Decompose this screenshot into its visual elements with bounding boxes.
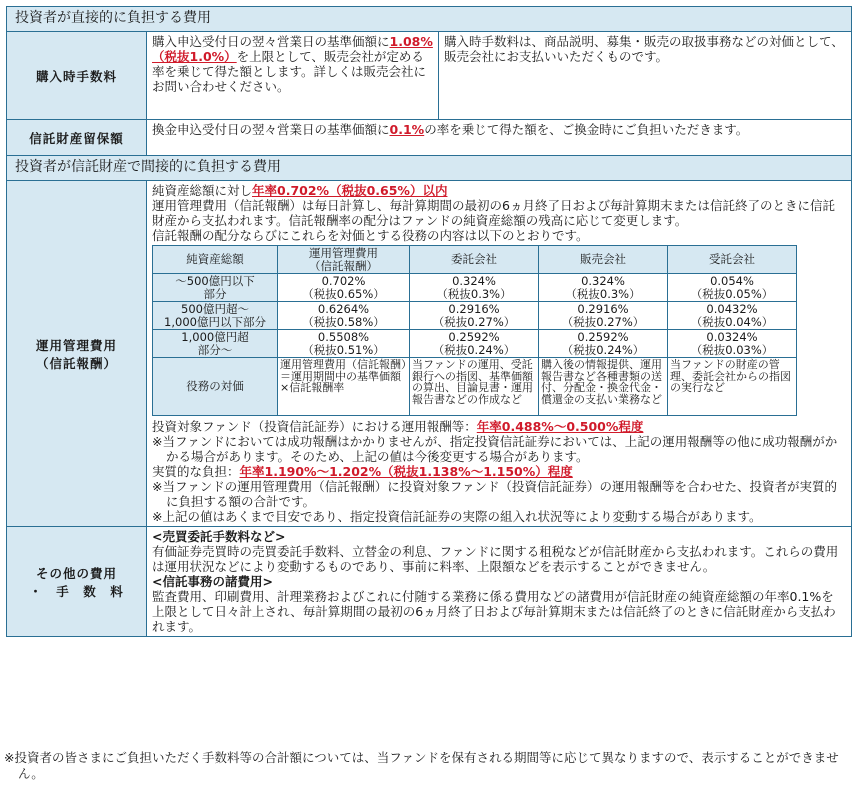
allocation-header-cell: 純資産総額 [153,246,278,274]
other-fees-heading-1: <売買委託手数料など> [152,529,286,544]
allocation-role-cell: 購入後の情報提供、運用報告書など各種書類の送付、分配金・換金代金・償還金の支払い業務など [539,358,668,416]
allocation-role-head: 役務の対価 [153,358,278,416]
management-fee-note3: ※上記の値はあくまで目安であり、指定投資信託証券の実際の組入れ状況等により変動する場合があります。 [152,509,762,524]
other-fees-para-2: 監査費用、印刷費用、計理業務およびこれに付随する業務に係る費用などの諸費用が信託財産の純資産総額の年率0.1%を上限として日々計上され、毎計算期間の最初の6ヵ月終了日および毎計算期末または信託終了のときに信託財産から支払われます。 [152,589,836,634]
allocation-role-cell: 運用管理費用（信託報酬）＝運用期間中の基準価額×信託報酬率 [278,358,410,416]
allocation-cell: 0.324% （税抜0.3%） [410,274,539,302]
management-fee-para2: 信託報酬の配分ならびにこれらを対価とする役務の内容は以下のとおりです。 [152,228,589,243]
allocation-row [153,274,797,302]
allocation-header-cell: 委託会社 [410,246,539,274]
management-fee-intro [152,183,846,198]
purchase-fee-text-2: を上限として、販売会社が定める率を乗じて得た額とします。詳しくは販売会社にお問い合わせください。 [152,49,427,94]
other-fees-label [7,527,147,637]
purchase-fee-text-1: 購入申込受付日の翌々営業日の基準価額に [152,34,390,49]
allocation-row [153,302,797,330]
indirect-fees-header: 投資者が信託財産で間接的に負担する費用 [7,156,852,181]
retention-label: 信託財産留保額 [7,120,147,156]
other-fees-label-line2: ・ 手 数 料 [29,583,124,599]
footnote-text: ※投資者の皆さまにご負担いただく手数料等の合計額については、当ファンドを保有される期間等に応じて異なりますので、表示することができません。 [4,750,839,781]
purchase-fee-row [7,32,852,120]
management-fee-row [7,181,852,527]
management-fee-note1: ※当ファンドにおいては成功報酬はかかりませんが、指定投資信託証券においては、上記の運用報酬等の他に成功報酬がかかる場合があります。そのため、上記の値は今後変更する場合があります。 [152,434,838,464]
allocation-header-cell [278,246,410,274]
management-fee-para1: 運用管理費用（信託報酬）は毎日計算し、毎計算期間の最初の6ヵ月終了日および毎計算期末または信託終了のときに信託財産から支払われます。信託報酬率の配分はファンドの純資産総額の残高に応じて変更します。 [152,198,835,228]
allocation-cell: 0.0432% （税抜0.04%） [668,302,797,330]
direct-fees-header: 投資者が直接的に負担する費用 [7,7,852,32]
retention-text-2: の率を乗じて得た額を、ご換金時にご負担いただきます。 [424,122,749,137]
allocation-cell: 0.5508% （税抜0.51%） [278,330,410,358]
management-fee-intro-rate: 年率0.702%（税抜0.65%）以内 [252,183,448,198]
management-fee-note2: ※当ファンドの運用管理費用（信託報酬）に投資対象ファンド（投資信託証券）の運用報酬等を合わせた、投資者が実質的に負担する額の合計です。 [152,479,837,509]
target-fund-fee-rate: 年率0.488%～0.500%程度 [476,419,644,434]
purchase-fee-rate: 1.08%（税抜1.0%） [152,34,433,64]
allocation-cell: 0.2592% （税抜0.24%） [410,330,539,358]
allocation-cell: 0.6264% （税抜0.58%） [278,302,410,330]
allocation-cell: 0.054% （税抜0.05%） [668,274,797,302]
allocation-role-cell: 当ファンドの運用、受託銀行への指図、基準価額の算出、目論見書・運用報告書などの作成など [410,358,539,416]
allocation-cell: 0.702% （税抜0.65%） [278,274,410,302]
allocation-header-text: 運用管理費用 （信託報酬） [309,246,378,273]
allocation-row [153,330,797,358]
other-fees-body [147,527,852,637]
allocation-cell: 0.0324% （税抜0.03%） [668,330,797,358]
retention-text-1: 換金申込受付日の翌々営業日の基準価額に [152,122,390,137]
other-fees-label-line1: その他の費用 [35,565,117,581]
purchase-fee-note: 購入時手数料は、商品説明、募集・販売の取扱事務などの対価として、販売会社にお支払いいただくものです。 [439,32,852,120]
allocation-row-head: 500億円超～ 1,000億円以下部分 [153,302,278,330]
fee-table [6,6,852,637]
effective-burden-prefix: 実質的な負担： [152,464,240,479]
allocation-row-head: ～500億円以下 部分 [153,274,278,302]
management-fee-label [7,181,147,527]
allocation-role-cell: 当ファンドの財産の管理、委託会社からの指図の実行など [668,358,797,416]
effective-burden-rate: 年率1.190%～1.202%（税抜1.138%～1.150%）程度 [239,464,573,479]
retention-text [147,120,852,156]
fee-allocation-table [152,245,797,416]
allocation-header-cell: 販売会社 [539,246,668,274]
retention-row [7,120,852,156]
other-fees-para-1: 有価証券売買時の売買委託手数料、立替金の利息、ファンドに関する租税などが信託財産から支払われます。これらの費用は運用状況などにより変動するものであり、事前に料率、上限額などを表示することができません。 [152,544,839,574]
allocation-cell: 0.2916% （税抜0.27%） [410,302,539,330]
allocation-row-head: 1,000億円超 部分～ [153,330,278,358]
management-fee-label-line2: （信託報酬） [35,355,117,371]
purchase-fee-text [147,32,439,120]
management-fee-label-line1: 運用管理費用 [35,337,117,353]
allocation-cell: 0.2592% （税抜0.24%） [539,330,668,358]
allocation-cell: 0.2916% （税抜0.27%） [539,302,668,330]
other-fees-row [7,527,852,637]
allocation-header-cell: 受託会社 [668,246,797,274]
indirect-header-row [7,156,852,181]
allocation-header-row [153,246,797,274]
target-fund-fee [152,419,846,434]
effective-burden [152,464,846,479]
footnote [4,750,852,782]
purchase-fee-label: 購入時手数料 [7,32,147,120]
allocation-role-row [153,358,797,416]
retention-rate: 0.1% [389,122,425,137]
management-fee-body [147,181,852,527]
direct-header-row [7,7,852,32]
management-fee-intro-prefix: 純資産総額に対し [152,183,253,198]
target-fund-fee-prefix: 投資対象ファンド（投資信託証券）における運用報酬等： [152,419,477,434]
other-fees-heading-2: <信託事務の諸費用> [152,574,273,589]
allocation-cell: 0.324% （税抜0.3%） [539,274,668,302]
